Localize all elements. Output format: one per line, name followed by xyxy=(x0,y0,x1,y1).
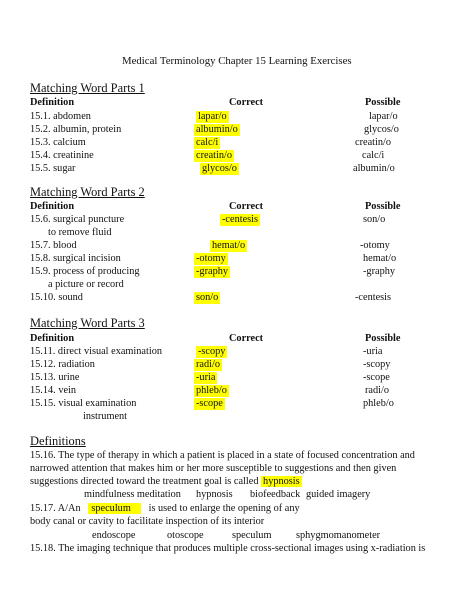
option-speculum: speculum xyxy=(232,530,272,541)
answer-15-17: speculum xyxy=(88,503,140,514)
answer-15-14: phleb/o xyxy=(196,385,227,396)
definition-15-8: 15.8. surgical incision xyxy=(30,253,121,264)
answer-15-11: -scopy xyxy=(198,346,226,357)
option-guided-imagery: guided imagery xyxy=(306,489,371,500)
answer-15-9: -graphy xyxy=(196,266,229,277)
possible-15-6: son/o xyxy=(363,214,386,225)
option-endoscope: endoscope xyxy=(92,530,136,541)
option-biofeedback: biofeedback xyxy=(250,489,301,500)
column-header-possible: Possible xyxy=(365,201,401,212)
definition-15-4: 15.4. creatinine xyxy=(30,150,94,161)
column-header-possible: Possible xyxy=(365,333,401,344)
definition-15-10: 15.10. sound xyxy=(30,292,83,303)
definition-15-9: 15.9. process of producing xyxy=(30,266,140,277)
section-heading-2: Matching Word Parts 2 xyxy=(30,185,145,199)
answer-15-5: glycos/o xyxy=(202,163,237,174)
possible-15-12: -scopy xyxy=(363,359,391,370)
definition-15-7: 15.7. blood xyxy=(30,240,77,251)
question-15-17-line-2: body canal or cavity to facilitate inspection of its interior xyxy=(30,516,265,527)
definition-15-15-continued: instrument xyxy=(83,411,128,422)
question-15-18-line-1: 15.18. The imaging technique that produces multiple cross-sectional images using x-radiation is xyxy=(30,543,426,554)
column-header-correct: Correct xyxy=(229,201,264,212)
definition-15-5: 15.5. sugar xyxy=(30,163,76,174)
option-otoscope: otoscope xyxy=(167,530,204,541)
question-15-17-line-1 xyxy=(30,503,300,515)
answer-15-4: creatin/o xyxy=(196,150,233,161)
answer-15-7: hemat/o xyxy=(212,240,246,251)
definition-15-9-continued: a picture or record xyxy=(48,279,124,290)
possible-15-10: -centesis xyxy=(355,292,392,303)
definition-15-12: 15.12. radiation xyxy=(30,359,95,370)
possible-15-1: lapar/o xyxy=(369,111,398,122)
column-header-definition: Definition xyxy=(30,333,75,344)
definition-15-2: 15.2. albumin, protein xyxy=(30,124,122,135)
possible-15-14: radi/o xyxy=(365,385,390,396)
section-heading-3: Matching Word Parts 3 xyxy=(30,316,145,330)
possible-15-13: -scope xyxy=(363,372,390,383)
possible-15-7: -otomy xyxy=(360,240,390,251)
possible-15-15: phleb/o xyxy=(363,398,394,409)
answer-15-2: albumin/o xyxy=(196,124,238,135)
column-header-definition: Definition xyxy=(30,201,75,212)
answer-15-16: hypnosis xyxy=(263,476,300,487)
answer-15-12: radi/o xyxy=(196,359,221,370)
question-15-16-line-1: 15.16. The type of therapy in which a patient is placed in a state of focused concentration and xyxy=(30,450,415,461)
definition-15-1: 15.1. abdomen xyxy=(30,111,91,122)
answer-15-3: calc/i xyxy=(196,137,219,148)
possible-15-2: glycos/o xyxy=(364,124,399,135)
possible-15-9: -graphy xyxy=(363,266,396,277)
question-15-16-line-2: narrowed attention that makes him or her more susceptible to suggestions and then given xyxy=(30,463,397,474)
answer-15-8: -otomy xyxy=(196,253,226,264)
possible-15-11: -uria xyxy=(363,346,383,357)
question-15-17-prefix: 15.17. A/An xyxy=(30,503,81,514)
possible-15-5: albumin/o xyxy=(353,163,395,174)
definitions-heading: Definitions xyxy=(30,434,86,448)
column-header-correct: Correct xyxy=(229,333,264,344)
option-sphygmomanometer: sphygmomanometer xyxy=(296,530,381,541)
possible-15-3: creatin/o xyxy=(355,137,392,148)
option-mindfulness-meditation: mindfulness meditation xyxy=(84,489,181,500)
page-title: Medical Terminology Chapter 15 Learning Exercises xyxy=(122,55,352,67)
possible-15-8: hemat/o xyxy=(363,253,397,264)
definition-15-6: 15.6. surgical puncture xyxy=(30,214,125,225)
section-heading-1: Matching Word Parts 1 xyxy=(30,81,145,95)
question-15-17-suffix: is used to enlarge the opening of any xyxy=(148,503,300,514)
answer-15-15: -scope xyxy=(196,398,223,409)
column-header-definition: Definition xyxy=(30,97,75,108)
definition-15-14: 15.14. vein xyxy=(30,385,77,396)
column-header-correct: Correct xyxy=(229,97,264,108)
answer-15-10: son/o xyxy=(196,292,219,303)
answer-15-6: -centesis xyxy=(222,214,259,225)
definition-15-6-continued: to remove fluid xyxy=(48,227,112,238)
definition-15-15: 15.15. visual examination xyxy=(30,398,137,409)
possible-15-4: calc/i xyxy=(362,150,385,161)
question-15-16-line-3 xyxy=(30,476,302,488)
definition-15-13: 15.13. urine xyxy=(30,372,80,383)
answer-15-1: lapar/o xyxy=(198,111,227,122)
definition-15-3: 15.3. calcium xyxy=(30,137,86,148)
question-15-16-prompt: suggestions directed toward the treatment goal is called xyxy=(30,476,259,487)
answer-15-13: -uria xyxy=(196,372,216,383)
definition-15-11: 15.11. direct visual examination xyxy=(30,346,163,357)
column-header-possible: Possible xyxy=(365,97,401,108)
option-hypnosis: hypnosis xyxy=(196,489,233,500)
